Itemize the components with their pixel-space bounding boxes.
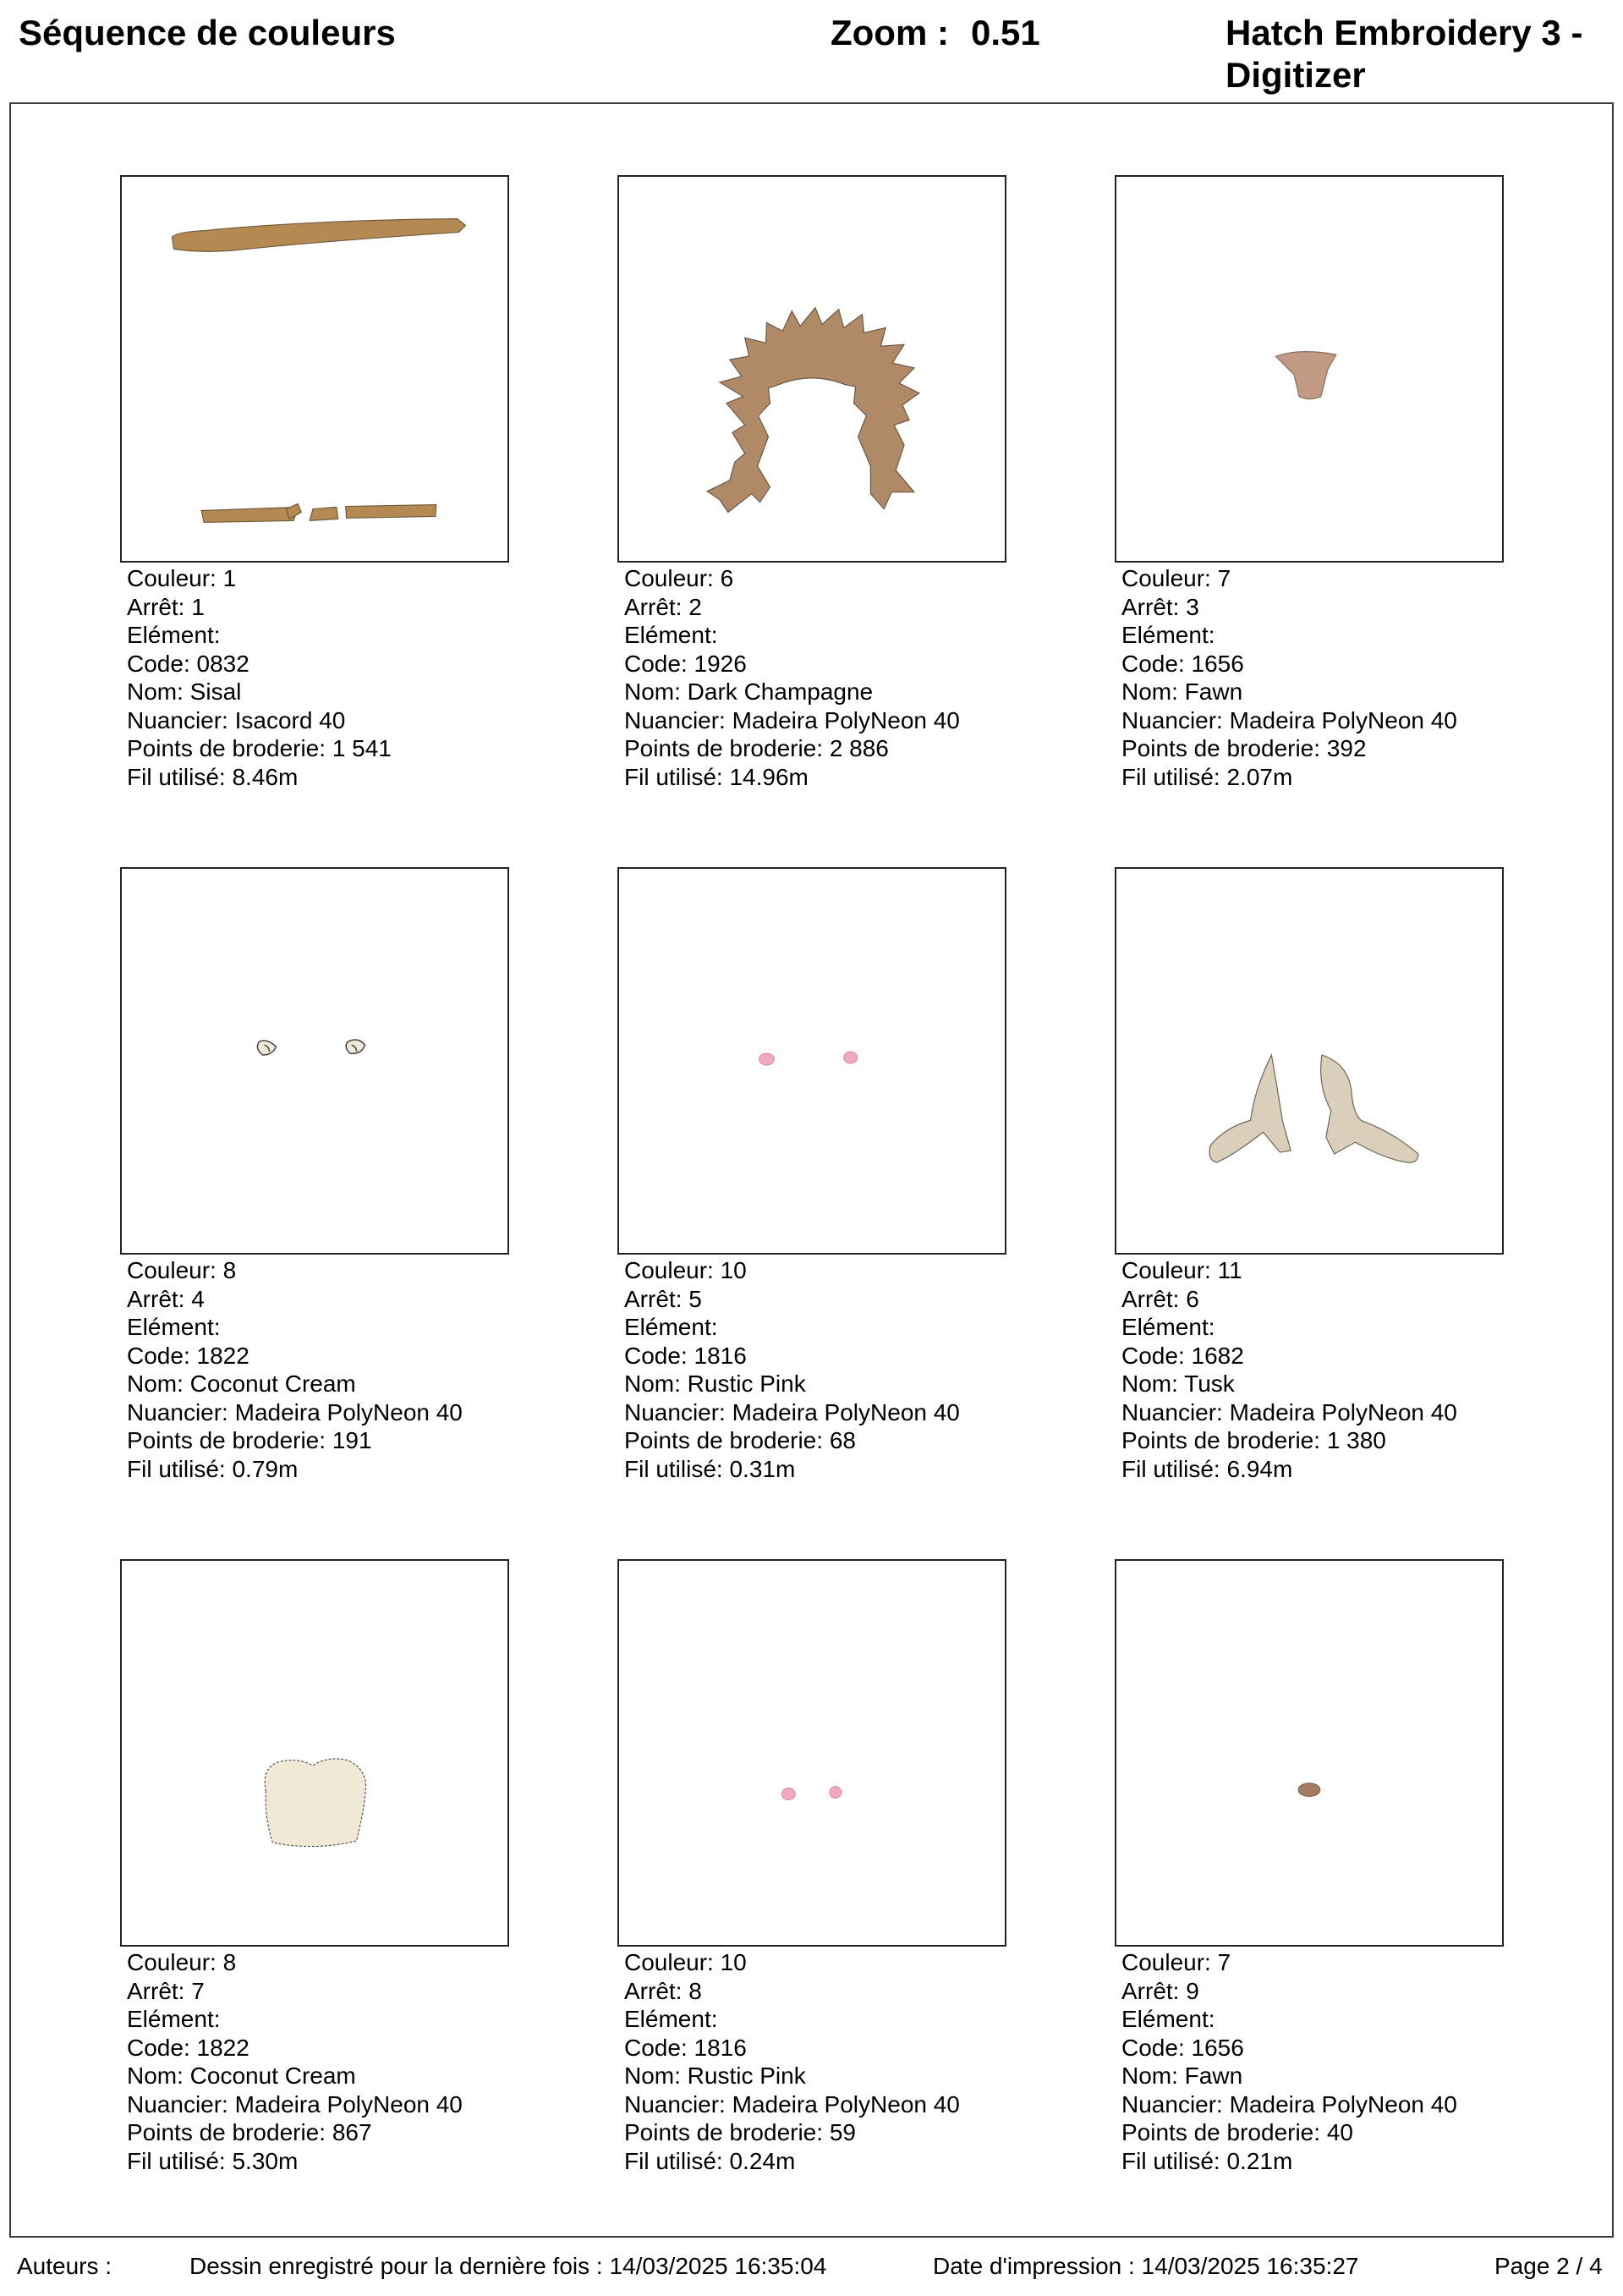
nuancier-label: Nuancier: Madeira PolyNeon 40 <box>127 1398 463 1425</box>
application-name-line2: Digitizer <box>1225 55 1366 95</box>
stitch-preview <box>1115 1559 1504 1947</box>
fil-label: Fil utilisé: 6.94m <box>1121 1455 1293 1482</box>
page-title: Séquence de couleurs <box>19 13 396 52</box>
fil-label: Fil utilisé: 14.96m <box>624 763 809 790</box>
stitch-preview <box>1115 175 1504 563</box>
nom-label: Nom: Tusk <box>1121 1370 1235 1397</box>
nom-label: Nom: Coconut Cream <box>127 1370 356 1397</box>
nuancier-label: Nuancier: Madeira PolyNeon 40 <box>624 706 960 733</box>
color-stop-card <box>1115 867 1504 1483</box>
color-stop-details <box>1121 564 1504 791</box>
nom-label: Nom: Dark Champagne <box>624 678 874 705</box>
color-stop-details <box>127 1256 509 1483</box>
element-label: Elément: <box>624 2006 718 2032</box>
couleur-label: Couleur: 11 <box>1121 1257 1242 1283</box>
footer-authors: Auteurs : <box>17 2253 112 2279</box>
arret-label: Arrêt: 5 <box>624 1285 702 1312</box>
element-label: Elément: <box>624 1314 718 1340</box>
code-label: Code: 1816 <box>624 1342 747 1369</box>
points-label: Points de broderie: 1 541 <box>127 735 392 761</box>
element-label: Elément: <box>624 622 718 648</box>
zoom-label: Zoom : <box>831 13 949 52</box>
code-label: Code: 1656 <box>1121 650 1244 677</box>
nom-label: Nom: Rustic Pink <box>624 1370 806 1397</box>
stitch-preview <box>617 1559 1006 1947</box>
points-label: Points de broderie: 392 <box>1121 735 1367 761</box>
zoom-value: 0.51 <box>970 13 1040 52</box>
footer-page-number: Page 2 / 4 <box>1494 2253 1603 2279</box>
nuancier-label: Nuancier: Madeira PolyNeon 40 <box>127 2090 463 2117</box>
points-label: Points de broderie: 1 380 <box>1121 1427 1386 1453</box>
nom-label: Nom: Sisal <box>127 678 242 705</box>
arret-label: Arrêt: 2 <box>624 593 702 620</box>
color-stop-card <box>1115 1559 1504 2175</box>
fil-label: Fil utilisé: 8.46m <box>127 763 299 790</box>
arret-label: Arrêt: 7 <box>127 1977 205 2004</box>
fil-label: Fil utilisé: 0.31m <box>624 1455 796 1482</box>
nuancier-label: Nuancier: Madeira PolyNeon 40 <box>1121 1398 1457 1425</box>
nuancier-label: Nuancier: Madeira PolyNeon 40 <box>1121 706 1457 733</box>
code-label: Code: 1656 <box>1121 2034 1244 2061</box>
color-stop-details <box>624 564 1006 791</box>
fil-label: Fil utilisé: 5.30m <box>127 2147 299 2174</box>
color-stop-details <box>127 564 509 791</box>
color-stop-card <box>120 1559 509 2175</box>
nuancier-label: Nuancier: Madeira PolyNeon 40 <box>1121 2090 1457 2117</box>
fil-label: Fil utilisé: 2.07m <box>1121 763 1293 790</box>
color-stop-card <box>1115 175 1504 791</box>
color-stop-details <box>624 1948 1006 2175</box>
color-stop-card <box>617 175 1006 791</box>
color-stop-details <box>624 1256 1006 1483</box>
couleur-label: Couleur: 7 <box>1121 1949 1231 1975</box>
nom-label: Nom: Rustic Pink <box>624 2063 806 2089</box>
zoom-indicator <box>831 12 1040 54</box>
fil-label: Fil utilisé: 0.21m <box>1121 2147 1293 2174</box>
arret-label: Arrêt: 3 <box>1121 593 1199 620</box>
arret-label: Arrêt: 6 <box>1121 1285 1199 1312</box>
color-stop-card <box>120 175 509 791</box>
arret-label: Arrêt: 4 <box>127 1285 205 1312</box>
couleur-label: Couleur: 7 <box>1121 565 1231 591</box>
code-label: Code: 1822 <box>127 1342 249 1369</box>
application-name-line1: Hatch Embroidery 3 - <box>1225 13 1583 52</box>
stitch-preview <box>120 1559 509 1947</box>
coconut-cream-stitch-shapes <box>122 869 507 1253</box>
rustic-pink-stitch-shapes <box>619 869 1005 1253</box>
stitch-preview <box>120 175 509 563</box>
nom-label: Nom: Coconut Cream <box>127 2063 356 2089</box>
fil-label: Fil utilisé: 0.24m <box>624 2147 796 2174</box>
arret-label: Arrêt: 9 <box>1121 1977 1199 2004</box>
color-stop-card <box>617 1559 1006 2175</box>
element-label: Elément: <box>127 622 221 648</box>
color-stop-details <box>1121 1256 1504 1483</box>
fawn-stitch-shapes <box>1116 1561 1502 1945</box>
couleur-label: Couleur: 10 <box>624 1949 747 1975</box>
nom-label: Nom: Fawn <box>1121 2063 1243 2089</box>
dark-champagne-stitch-shapes <box>619 177 1005 561</box>
code-label: Code: 1816 <box>624 2034 747 2061</box>
sisal-stitch-shapes <box>122 177 507 561</box>
fil-label: Fil utilisé: 0.79m <box>127 1455 299 1482</box>
stitch-preview <box>1115 867 1504 1255</box>
fawn-stitch-shapes <box>1116 177 1502 561</box>
element-label: Elément: <box>127 2006 221 2032</box>
couleur-label: Couleur: 8 <box>127 1949 237 1975</box>
nuancier-label: Nuancier: Madeira PolyNeon 40 <box>624 2090 960 2117</box>
nom-label: Nom: Fawn <box>1121 678 1243 705</box>
tusk-stitch-shapes <box>1116 869 1502 1253</box>
points-label: Points de broderie: 40 <box>1121 2119 1353 2145</box>
application-name <box>1225 12 1615 96</box>
code-label: Code: 1682 <box>1121 1342 1244 1369</box>
color-stop-details <box>1121 1948 1504 2175</box>
code-label: Code: 1822 <box>127 2034 249 2061</box>
color-stop-card <box>617 867 1006 1483</box>
coconut-cream-stitch-shapes <box>122 1561 507 1945</box>
footer-last-saved: Dessin enregistré pour la dernière fois : 14/03/2025 16:35:04 <box>189 2253 827 2279</box>
points-label: Points de broderie: 867 <box>127 2119 372 2145</box>
points-label: Points de broderie: 191 <box>127 1427 372 1453</box>
stitch-preview <box>617 867 1006 1255</box>
nuancier-label: Nuancier: Madeira PolyNeon 40 <box>624 1398 960 1425</box>
footer-print-date: Date d'impression : 14/03/2025 16:35:27 <box>933 2253 1359 2279</box>
stitch-preview <box>617 175 1006 563</box>
points-label: Points de broderie: 68 <box>624 1427 856 1453</box>
couleur-label: Couleur: 10 <box>624 1257 747 1283</box>
couleur-label: Couleur: 8 <box>127 1257 237 1283</box>
arret-label: Arrêt: 8 <box>624 1977 702 2004</box>
element-label: Elément: <box>1121 622 1215 648</box>
arret-label: Arrêt: 1 <box>127 593 205 620</box>
element-label: Elément: <box>1121 1314 1215 1340</box>
nuancier-label: Nuancier: Isacord 40 <box>127 706 346 733</box>
couleur-label: Couleur: 1 <box>127 565 237 591</box>
code-label: Code: 0832 <box>127 650 249 677</box>
code-label: Code: 1926 <box>624 650 747 677</box>
points-label: Points de broderie: 59 <box>624 2119 856 2145</box>
element-label: Elément: <box>127 1314 221 1340</box>
couleur-label: Couleur: 6 <box>624 565 734 591</box>
color-stop-card <box>120 867 509 1483</box>
stitch-preview <box>120 867 509 1255</box>
points-label: Points de broderie: 2 886 <box>624 735 889 761</box>
color-stop-details <box>127 1948 509 2175</box>
rustic-pink-stitch-shapes <box>619 1561 1005 1945</box>
element-label: Elément: <box>1121 2006 1215 2032</box>
